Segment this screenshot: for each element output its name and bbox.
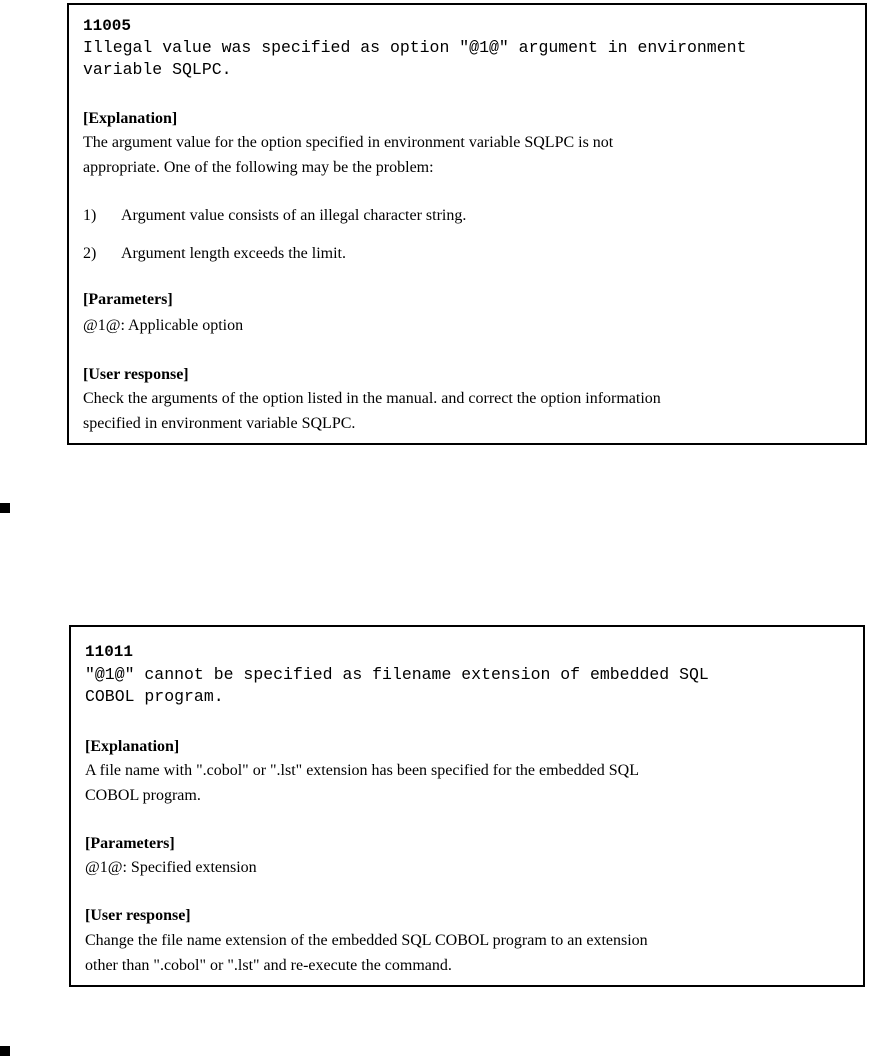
message-title-line-1: Illegal value was specified as option "@1@" argument in environment (83, 38, 747, 57)
explanation-line-2: appropriate. One of the following may be the problem: (83, 159, 434, 176)
explanation-line-1: The argument value for the option specified in environment variable SQLPC is not (83, 134, 614, 151)
list-item-number: 2) (83, 245, 97, 262)
user-response-line-1: Check the arguments of the option listed in the manual. and correct the option information (83, 390, 661, 407)
user-response-line-1: Change the file name extension of the embedded SQL COBOL program to an extension (85, 932, 648, 949)
parameters-text: @1@: Specified extension (85, 859, 257, 876)
user-response-line-2: other than ".cobol" or ".lst" and re-execute the command. (85, 957, 452, 974)
user-response-heading: [User response] (83, 366, 189, 383)
explanation-line-1: A file name with ".cobol" or ".lst" extension has been specified for the embedded SQL (85, 762, 639, 779)
parameters-text: @1@: Applicable option (83, 317, 244, 334)
message-code: 11011 (85, 643, 134, 661)
list-item-text: Argument length exceeds the limit. (121, 245, 346, 262)
message-box-11005 (67, 3, 867, 445)
message-title-line-2: COBOL program. (85, 687, 224, 706)
list-item-text: Argument value consists of an illegal character string. (121, 207, 467, 224)
message-title-line-2: variable SQLPC. (83, 60, 232, 79)
parameters-heading: [Parameters] (83, 291, 173, 308)
message-box-11011 (69, 625, 865, 987)
explanation-heading: [Explanation] (83, 110, 178, 127)
list-item-number: 1) (83, 207, 97, 224)
explanation-line-2: COBOL program. (85, 787, 201, 804)
section-bullet (0, 503, 10, 513)
section-bullet (0, 1046, 10, 1056)
parameters-heading: [Parameters] (85, 835, 175, 852)
message-title-line-1: "@1@" cannot be specified as filename extension of embedded SQL (85, 665, 709, 684)
explanation-heading: [Explanation] (85, 738, 180, 755)
user-response-heading: [User response] (85, 907, 191, 924)
message-code: 11005 (83, 17, 132, 35)
user-response-line-2: specified in environment variable SQLPC. (83, 415, 356, 432)
